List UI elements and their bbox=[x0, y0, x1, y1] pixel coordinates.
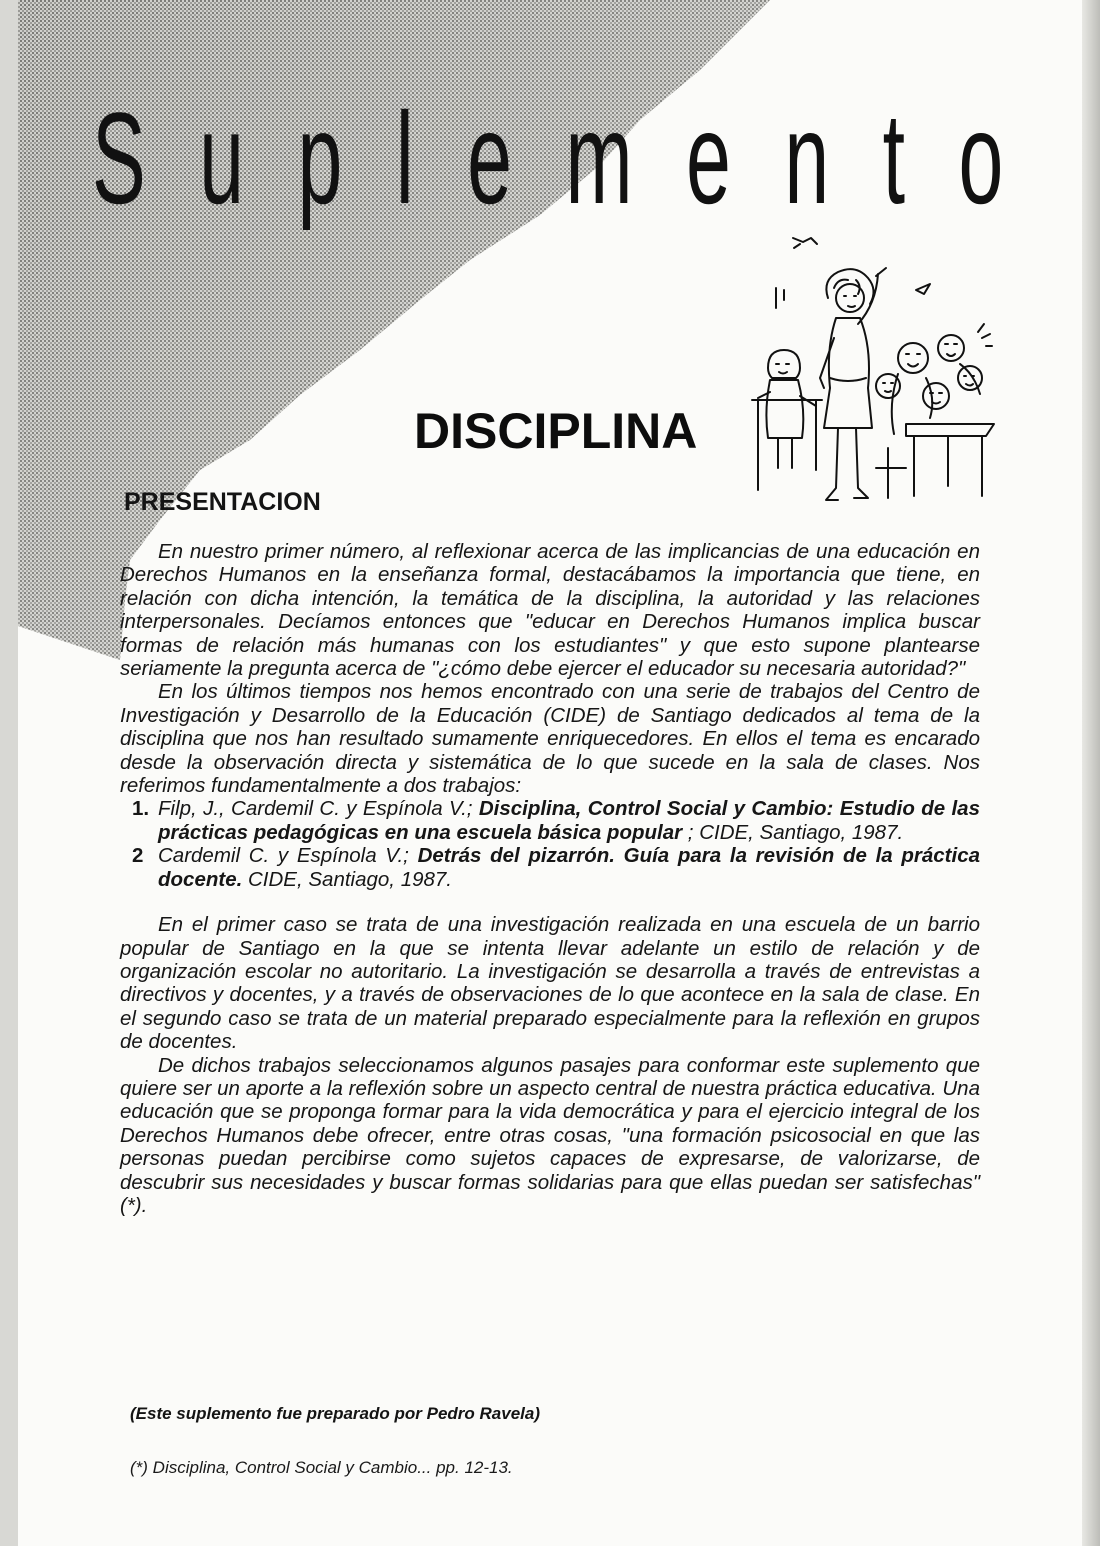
paragraph: En el primer caso se trata de una investigación realizada en una escuela de un barrio popular de Santiago en la que se intenta llevar adelante un estilo de relación y de organización escolar no autoritario. La investigación se desarrolla a través de entrevistas a directivos y docentes, y a través de observaciones de lo que acontece en la sala de clase. En el segundo caso se trata de un material preparado especialmente para la reflexión en grupos de docentes. bbox=[120, 913, 980, 1054]
masthead-letter: e bbox=[467, 85, 513, 231]
reference-authors: Filp, J., Cardemil C. y Espínola V.; bbox=[158, 797, 473, 821]
section-heading: PRESENTACION bbox=[124, 488, 321, 516]
masthead-letter: S bbox=[92, 85, 146, 231]
masthead-letter: n bbox=[784, 85, 830, 231]
reference-source: CIDE, Santiago, 1987. bbox=[248, 867, 452, 891]
reference-item bbox=[120, 844, 980, 891]
reference-title: Detrás del pizarrón. Guía para la revisión de la práctica docente. bbox=[158, 844, 981, 891]
page-title: DISCIPLINA bbox=[414, 403, 698, 459]
reference-title: Disciplina, Control Social y Cambio: Estudio de las prácticas pedagógicas en una escuela básica popular bbox=[158, 797, 980, 844]
article-body bbox=[120, 540, 980, 1217]
classroom-cartoon-icon bbox=[738, 228, 1000, 528]
masthead-letter: l bbox=[395, 85, 414, 231]
reference-list bbox=[120, 797, 980, 891]
reference-source: ; CIDE, Santiago, 1987. bbox=[687, 820, 904, 844]
spacer bbox=[120, 891, 980, 913]
masthead-suplemento bbox=[92, 78, 1004, 231]
reference-number: 2 bbox=[132, 844, 144, 868]
paragraph: En nuestro primer número, al reflexionar acerca de las implicancias de una educación en Derechos Humanos en la enseñanza formal, destacábamos la importancia que tiene, en relación con dicha intención, la temática de la disciplina, la autoridad y las relaciones interpersonales. Decíamos entonces que "educar en Derechos Humanos implica buscar formas de relación más humanas con los estudiantes" y que esto supone plantearse seriamente la pregunta acerca de "¿cómo debe ejercer el educador su necesaria autoridad?" bbox=[120, 540, 980, 681]
reference-number: 1. bbox=[132, 797, 150, 821]
paragraph: En los últimos tiempos nos hemos encontrado con una serie de trabajos del Centro de Investigación y Desarrollo de la Educación (CIDE) de Santiago dedicados al tema de la disciplina que nos han resultado sumamente enriquecedores. En ellos el tema es encarado desde la observación directa y sistemática de lo que sucede en la sala de clases. Nos referimos fundamentalmente a dos trabajos: bbox=[120, 680, 980, 798]
masthead-letter: e bbox=[686, 85, 731, 231]
reference-item bbox=[120, 797, 980, 844]
reference-authors: Cardemil C. y Espínola V.; bbox=[158, 844, 409, 868]
masthead-letter: t bbox=[882, 85, 906, 231]
paragraph: De dichos trabajos seleccionamos algunos pasajes para conformar este suplemento que quiere ser un aporte a la reflexión sobre un aspecto central de nuestra práctica educativa. Una educación que se proponga formar para la vida democrática y para el ejercicio integral de los Derechos Humanos debe ofrecer, entre otras cosas, "una formación psicosocial en que las personas puedan percibirse como sujetos capaces de expresarse, de valorizarse, de descubrir sus necesidades y buscar formas solidarias para que ellas puedan ser satisfechas" (*). bbox=[120, 1053, 980, 1217]
masthead-letter: u bbox=[199, 85, 245, 231]
page-binding-edge bbox=[1082, 0, 1100, 1546]
author-credit: (Este suplemento fue preparado por Pedro Ravela) bbox=[130, 1404, 540, 1423]
masthead-letter: p bbox=[297, 85, 343, 231]
masthead-letter: m bbox=[565, 85, 633, 231]
footnote: (*) Disciplina, Control Social y Cambio... pp. 12-13. bbox=[130, 1458, 513, 1477]
masthead-letter: o bbox=[958, 85, 1004, 231]
